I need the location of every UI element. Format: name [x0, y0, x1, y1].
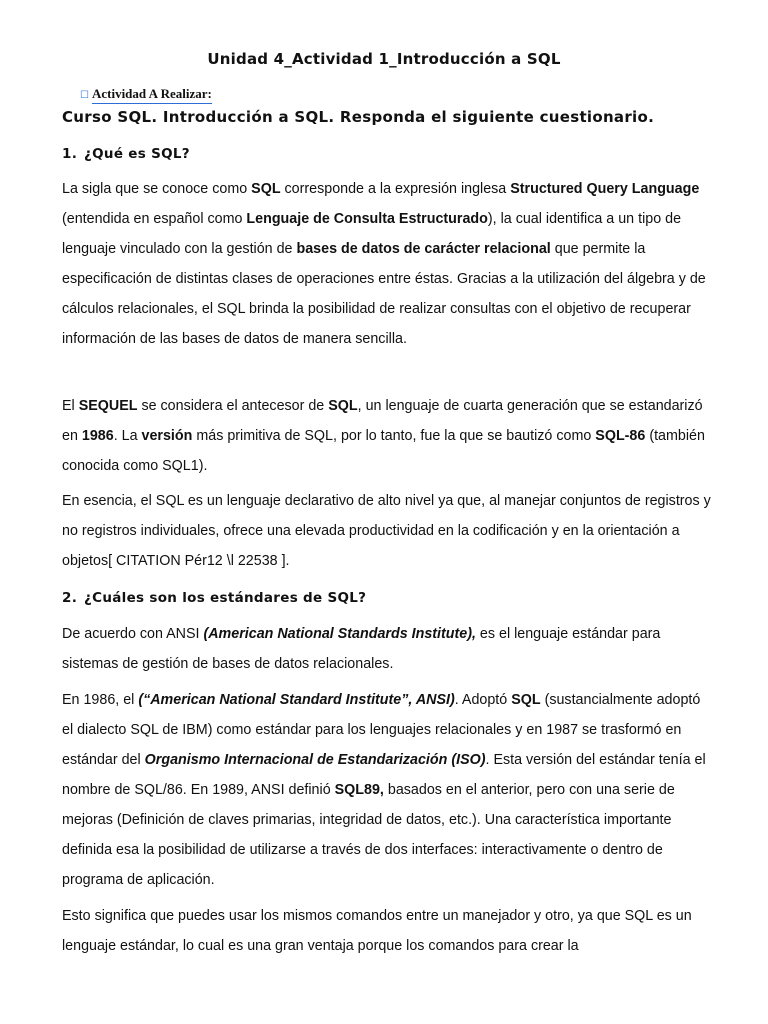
text-run: La sigla que se conoce como	[62, 181, 252, 197]
text-run: 1986	[81, 428, 114, 444]
question-1-number: 1.	[62, 146, 78, 162]
text-run: , un lenguaje de cuarta generación que se estandarizó en	[62, 398, 703, 444]
text-run: SEQUEL	[78, 398, 138, 414]
course-line: Curso SQL. Introducción a SQL. Responda el siguiente cuestionario.	[62, 108, 655, 126]
text-run: (también conocida como SQL1).	[62, 428, 705, 474]
paragraph-declarative	[62, 486, 712, 576]
text-run: De acuerdo con ANSI	[62, 626, 204, 642]
text-run: corresponde a la expresión inglesa	[280, 181, 511, 197]
text-run: Organismo Internacional de Estandarización (ISO)	[144, 752, 486, 768]
paragraph-ansi	[62, 619, 712, 679]
text-run: Lenguaje de Consulta Estructurado	[246, 211, 488, 227]
text-run: basados en el anterior, pero con una serie de mejoras (Definición de claves primarias, integridad de datos, etc.). Una característica importante definida esa la posibilidad de utilizarse a través de dos interfaces: interactivamente o dentro de programa de aplicación.	[62, 782, 675, 888]
text-run: SQL	[511, 692, 541, 708]
text-run: (American National Standards Institute),	[203, 626, 476, 642]
paragraph-history	[62, 685, 712, 895]
activity-heading	[80, 86, 212, 104]
text-run: En 1986, el	[62, 692, 139, 708]
text-run: SQL	[328, 398, 358, 414]
text-run: . Adoptó	[454, 692, 512, 708]
question-1-heading	[62, 146, 190, 162]
text-run: . La	[113, 428, 142, 444]
question-2-heading	[62, 590, 366, 606]
text-run: bases de datos de carácter relacional	[296, 241, 551, 257]
text-run: . Esta versión del estándar tenía el nombre de SQL/86. En 1989, ANSI definió	[62, 752, 706, 798]
text-run: SQL-86	[595, 428, 646, 444]
paragraph-sql-definition	[62, 174, 712, 354]
text-run: que permite la especificación de distintas clases de operaciones entre éstas. Gracias a la utilización del álgebra y de cálculos relacionales, el SQL brinda la posibilidad de realizar consultas con el objetivo de recuperar información de las bases de datos de manera sencilla.	[62, 241, 706, 347]
text-run: El	[62, 398, 79, 414]
text-run: ), la cual identifica a un tipo de lenguaje vinculado con la gestión de	[62, 211, 682, 257]
text-run: Esto significa que puedes usar los mismos comandos entre un manejador y otro, ya que SQL es un lenguaje estándar, lo cual es una gran ventaja porque los comandos para crear la	[62, 908, 692, 954]
text-run: En esencia, el SQL es un lenguaje declarativo de alto nivel ya que, al manejar conjuntos de registros y no registros individuales, ofrece una elevada productividad en la codificación y en la orientación a objetos[ CITATION Pér12 \l 22538 ].	[62, 493, 711, 569]
text-run: (“American National Standard Institute”, ANSI)	[138, 692, 455, 708]
text-run: más primitiva de SQL, por lo tanto, fue la que se bautizó como	[192, 428, 596, 444]
text-run: Structured Query Language	[510, 181, 700, 197]
paragraph-standard-commands	[62, 901, 712, 961]
text-run: versión	[141, 428, 193, 444]
text-run: (sustancialmente adoptó el dialecto SQL de IBM) como estándar para los lenguajes relacionales y en 1987 se trasformó en estándar del	[62, 692, 701, 768]
question-2-text: ¿Cuáles son los estándares de SQL?	[84, 590, 367, 606]
text-run: SQL89,	[334, 782, 384, 798]
text-run: SQL	[251, 181, 281, 197]
text-run: es el lenguaje estándar para sistemas de gestión de bases de datos relacionales.	[62, 626, 661, 672]
document-title: Unidad 4_Actividad 1_Introducción a SQL	[207, 50, 561, 68]
activity-label: Actividad A Realizar:	[92, 86, 212, 104]
text-run: se considera el antecesor de	[137, 398, 329, 414]
question-2-number: 2.	[62, 590, 78, 606]
paragraph-sequel	[62, 391, 712, 481]
text-run: (entendida en español como	[62, 211, 247, 227]
question-1-text: ¿Qué es SQL?	[84, 146, 190, 162]
checkbox-icon: ☐	[80, 89, 89, 101]
